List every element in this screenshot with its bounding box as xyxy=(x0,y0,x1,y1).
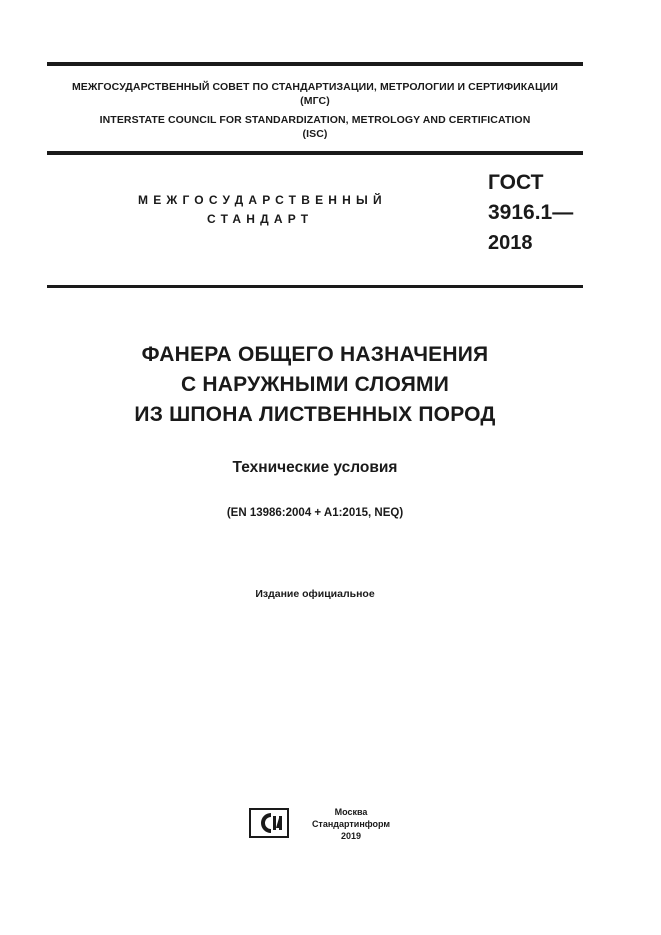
subtitle: Технические условия xyxy=(232,459,398,476)
standard-type-line1: МЕЖГОСУДАРСТВЕННЫЙ xyxy=(138,193,387,207)
gost-prefix: ГОСТ xyxy=(488,171,544,194)
header-bottom-rule xyxy=(47,151,583,155)
title-line3: ИЗ ШПОНА ЛИСТВЕННЫХ ПОРОД xyxy=(134,403,496,426)
designation-bottom-rule xyxy=(47,285,583,288)
gost-number: 3916.1— xyxy=(488,201,574,224)
edition-note: Издание официальное xyxy=(255,588,375,600)
gost-year: 2018 xyxy=(488,232,533,254)
reference-standard: (EN 13986:2004 + A1:2015, NEQ) xyxy=(226,507,404,519)
council-ru-name: МЕЖГОСУДАРСТВЕННЫЙ СОВЕТ ПО СТАНДАРТИЗАЦИИ, МЕТРОЛОГИИ И СЕРТИФИКАЦИИ xyxy=(71,81,559,93)
standartinform-logo-icon xyxy=(249,808,289,838)
publisher-city: Москва xyxy=(334,807,368,817)
top-rule xyxy=(47,62,583,66)
title-line1: ФАНЕРА ОБЩЕГО НАЗНАЧЕНИЯ xyxy=(141,343,489,366)
standard-type-line2: СТАНДАРТ xyxy=(207,212,314,226)
title-line2: С НАРУЖНЫМИ СЛОЯМИ xyxy=(181,373,449,396)
gost-designation xyxy=(488,168,573,258)
publisher-block xyxy=(306,806,396,842)
council-en-abbr: (ISC) xyxy=(302,128,328,140)
publisher-name: Стандартинформ xyxy=(311,819,391,829)
council-en-name: INTERSTATE COUNCIL FOR STANDARDIZATION, METROLOGY AND CERTIFICATION xyxy=(99,114,531,126)
publisher-year: 2019 xyxy=(340,831,362,841)
council-ru-abbr: (МГС) xyxy=(300,95,330,107)
